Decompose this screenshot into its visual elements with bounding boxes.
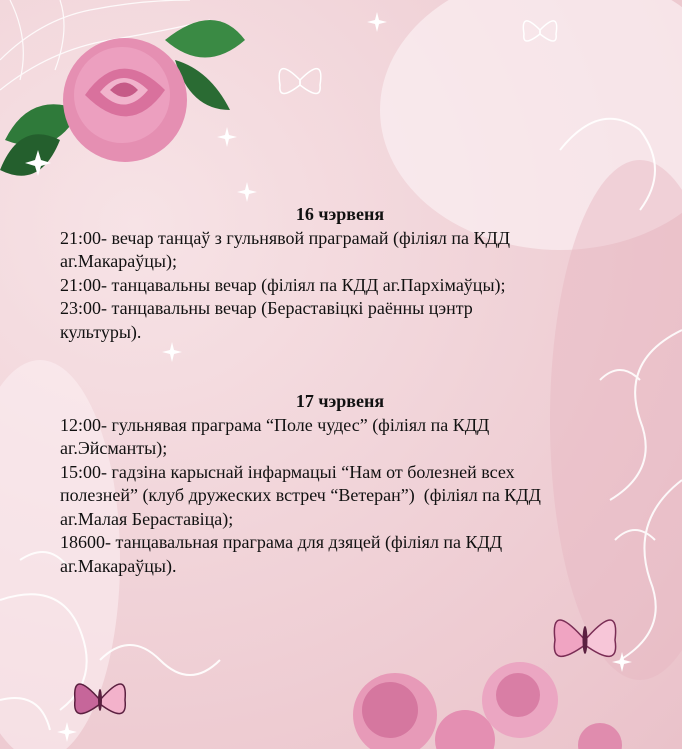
schedule-line: аг.Макараўцы); xyxy=(60,251,178,271)
schedule-line: аг.Эйсманты); xyxy=(60,438,168,458)
schedule-line: 12:00- гульнявая праграма “Поле чудес” (філіял па КДД xyxy=(60,414,490,435)
schedule-line: аг.Макараўцы). xyxy=(60,555,177,576)
schedule-line: 21:00- вечар танцаў з гульнявой праграмай (філіял па КДД xyxy=(60,227,511,248)
schedule-line: 18600- танцавальная праграма для дзяцей (філіял па КДД xyxy=(60,532,503,552)
schedule-line: аг.Малая Бераставіца); xyxy=(60,508,234,529)
schedule-line: культуры). xyxy=(60,321,142,342)
schedule-content xyxy=(60,203,620,578)
butterfly-outline-icon xyxy=(279,69,321,94)
section-heading: 17 чэрвеня xyxy=(295,391,385,411)
section-spacer xyxy=(60,344,620,390)
section-heading: 16 чэрвеня xyxy=(295,204,385,224)
schedule-line: полезней” (клуб дружеских встреч “Ветеран”) (філіял па КДД xyxy=(60,485,541,505)
schedule-line: 15:00- гадзіна карыснай інфармацыі “Нам от болезней всех xyxy=(60,461,515,482)
rose-icon xyxy=(63,38,187,162)
schedule-line: 21:00- танцавальны вечар (філіял па КДД аг.Пархімаўцы); xyxy=(60,274,506,295)
bottom-roses-icon xyxy=(353,662,622,749)
schedule-line: 23:00- танцавальны вечар (Бераставіцкі раённы цэнтр xyxy=(60,298,473,318)
